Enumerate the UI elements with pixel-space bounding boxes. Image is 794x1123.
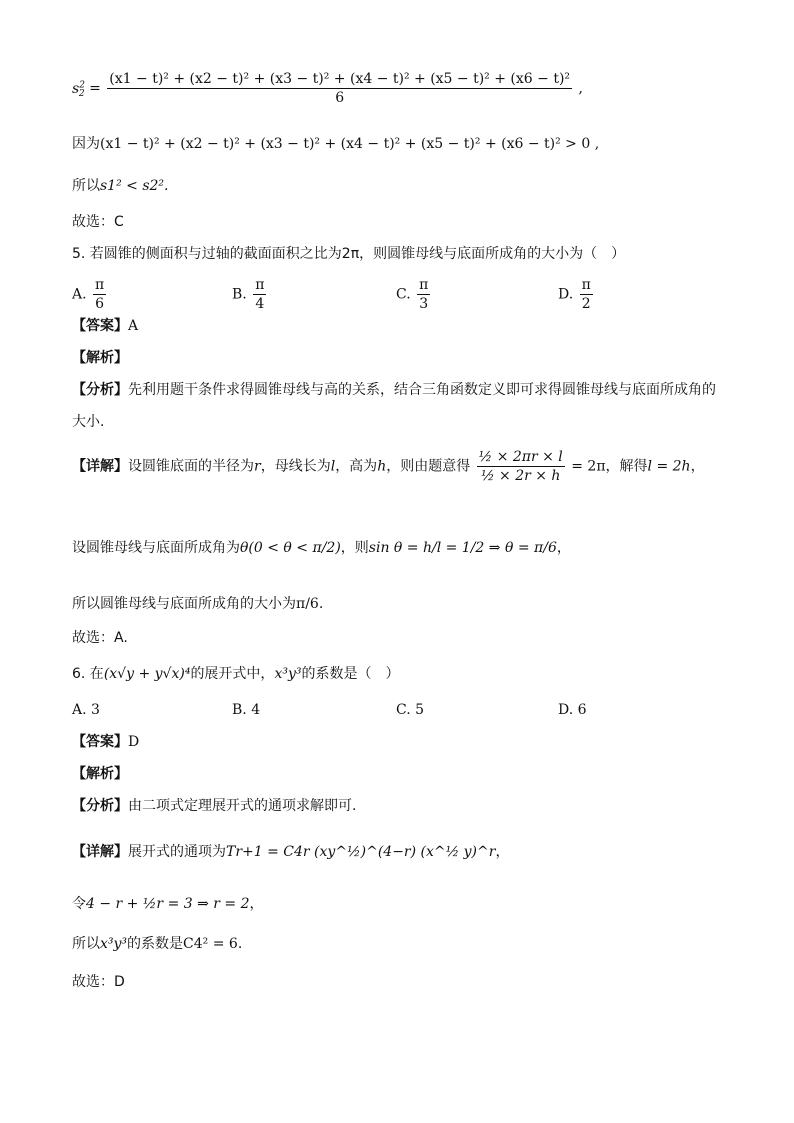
q6-analysis-tag: 【解析】 bbox=[72, 766, 128, 782]
because-prefix: 因为 bbox=[72, 136, 100, 152]
q5-option-c-den: 3 bbox=[417, 294, 430, 313]
q6-general-term: Tr+1 = C4r (xy^½)^(4−r) (x^½ y)^r bbox=[226, 844, 496, 860]
because-line bbox=[72, 134, 599, 154]
q5-detail-1k: ， bbox=[690, 458, 705, 475]
q5-ratio-result: = 2π bbox=[571, 458, 606, 475]
q6-stem-a: 6. 在 bbox=[72, 666, 104, 682]
s2-symbol: $s^2_2$ bbox=[72, 79, 85, 100]
q5-var-l: l bbox=[330, 458, 336, 475]
q6-binomial: (x√y + y√x)⁴ bbox=[103, 666, 191, 682]
q6-solve-r: 4 − r + ½r = 3 ⇒ r = 2 bbox=[86, 896, 250, 912]
q6-detail-2a: 令 bbox=[72, 896, 86, 912]
q6-fenxi-text: 由二项式定理展开式的通项求解即可. bbox=[128, 798, 357, 814]
q6-detail-1 bbox=[72, 842, 509, 862]
q5-option-c bbox=[396, 276, 432, 313]
q6-answer-value: D bbox=[128, 734, 140, 750]
q5-fenxi-text: 先利用题干条件求得圆锥母线与高的关系，结合三角函数定义即可求得圆锥母线与底面所成角的 bbox=[128, 382, 716, 398]
q6-option-a: A. 3 bbox=[72, 702, 100, 718]
q6-detail-3 bbox=[72, 934, 242, 954]
q5-answer bbox=[72, 316, 138, 336]
q5-fenxi-2: 大小. bbox=[72, 414, 105, 430]
q6-detail-tag: 【详解】 bbox=[72, 844, 128, 860]
s2-formula-line: $s^2_2$ = (x1 − t)² + (x2 − t)² + (x3 − t)² + (x4 − t)² + (x5 − t)² + (x6 − t)² 6 , bbox=[72, 71, 583, 106]
q5-detail-1e: ，高为 bbox=[335, 458, 378, 475]
q6-detail-1c: ， bbox=[495, 844, 510, 860]
q5-detail-1a: 设圆锥底面的半径为 bbox=[128, 458, 254, 475]
q6-stem-d: 的系数是（ ） bbox=[301, 666, 400, 682]
q5-var-h: h bbox=[377, 458, 387, 475]
q6-detail-2 bbox=[72, 894, 264, 914]
q6-choose: 故选：D bbox=[72, 974, 125, 990]
s2-tail: , bbox=[578, 80, 583, 97]
q5-ratio-fraction bbox=[477, 448, 565, 485]
q5-detail-1 bbox=[72, 448, 705, 485]
q6-stem-b: 的展开式中， bbox=[190, 666, 275, 682]
q5-detail-2e: ， bbox=[556, 540, 571, 556]
q5-detail-3a: 所以圆锥母线与底面所成角的大小为 bbox=[72, 596, 296, 612]
q5-stem: 5. 若圆锥的侧面积与过轴的截面面积之比为2π，则圆锥母线与底面所成角的大小为（ ） bbox=[72, 246, 626, 262]
q5-sin-theta: sin θ = h/l = 1/2 ⇒ θ = π/6 bbox=[368, 540, 557, 556]
q5-detail-1i: ，解得 bbox=[605, 458, 648, 475]
q5-option-b bbox=[232, 276, 268, 313]
q5-option-c-num: π bbox=[419, 277, 429, 293]
q5-answer-value: A bbox=[128, 318, 139, 334]
so-line bbox=[72, 176, 169, 196]
q6-answer bbox=[72, 732, 139, 752]
q5-detail-1c: ，母线长为 bbox=[260, 458, 331, 475]
q5-option-d bbox=[558, 276, 595, 313]
q5-option-b-den: 4 bbox=[253, 294, 266, 313]
because-expr: (x1 − t)² + (x2 − t)² + (x3 − t)² + (x4 − t)² + (x5 − t)² + (x6 − t)² > 0 , bbox=[100, 136, 600, 152]
q5-ratio-den: ½ × 2r × h bbox=[477, 466, 565, 485]
q5-detail-1g: ，则由题意得 bbox=[386, 458, 471, 475]
so-prefix: 所以 bbox=[72, 178, 100, 194]
q5-option-b-num: π bbox=[255, 277, 265, 293]
q6-fenxi bbox=[72, 796, 356, 816]
q6-option-b: B. 4 bbox=[232, 702, 261, 718]
q5-detail-3c: . bbox=[318, 596, 324, 612]
q5-option-a-letter: A. bbox=[72, 286, 87, 303]
q5-option-b-letter: B. bbox=[232, 286, 247, 303]
q5-choose: 故选：A. bbox=[72, 630, 128, 646]
q5-detail-2a: 设圆锥母线与底面所成角为 bbox=[72, 540, 240, 556]
q5-option-d-letter: D. bbox=[558, 286, 574, 303]
q5-fenxi-1 bbox=[72, 380, 716, 400]
q6-fenxi-tag: 【分析】 bbox=[72, 798, 128, 814]
q5-detail-2c: ，则 bbox=[340, 540, 369, 556]
so-expr: s1² < s2². bbox=[100, 178, 169, 194]
q6-detail-3a: 所以 bbox=[72, 936, 100, 952]
q5-option-a-num: π bbox=[95, 277, 105, 293]
q6-answer-tag: 【答案】 bbox=[72, 734, 128, 750]
q6-option-c: C. 5 bbox=[396, 702, 425, 718]
q5-var-r: r bbox=[254, 458, 261, 475]
q5-option-c-letter: C. bbox=[396, 286, 411, 303]
q5-ratio-num: ½ × 2πr × l bbox=[478, 449, 563, 465]
s2-numerator: (x1 − t)² + (x2 − t)² + (x3 − t)² + (x4 − t)² + (x5 − t)² + (x6 − t)² bbox=[109, 71, 571, 87]
q5-angle-result: π/6 bbox=[296, 596, 319, 612]
q6-detail-3c: 的系数是 bbox=[127, 936, 184, 952]
q5-detail-3 bbox=[72, 594, 323, 614]
q6-coefficient: C4² = 6 bbox=[183, 936, 238, 952]
q6-detail-2c: ， bbox=[249, 896, 264, 912]
q6-term: x³y³ bbox=[274, 666, 302, 682]
q5-analysis-tag: 【解析】 bbox=[72, 350, 128, 366]
q5-option-a bbox=[72, 276, 108, 313]
q6-stem bbox=[72, 664, 399, 684]
s2-fraction bbox=[107, 70, 572, 107]
choose-c: 故选：C bbox=[72, 214, 124, 230]
q5-fenxi-tag: 【分析】 bbox=[72, 382, 128, 398]
q5-answer-tag: 【答案】 bbox=[72, 318, 128, 334]
q5-option-d-num: π bbox=[581, 277, 591, 293]
q5-detail-tag: 【详解】 bbox=[72, 458, 128, 475]
q5-option-d-den: 2 bbox=[580, 294, 593, 313]
s2-denominator: 6 bbox=[107, 88, 572, 107]
q6-option-d: D. 6 bbox=[558, 702, 587, 718]
q5-l-eq-2h: l = 2h bbox=[647, 458, 691, 475]
q6-term-2: x³y³ bbox=[100, 936, 128, 952]
q5-theta-range: θ(0 < θ < π/2) bbox=[240, 540, 341, 556]
q6-detail-3e: . bbox=[237, 936, 243, 952]
q5-detail-2 bbox=[72, 538, 571, 558]
q5-option-a-den: 6 bbox=[93, 294, 106, 313]
q6-detail-1a: 展开式的通项为 bbox=[128, 844, 226, 860]
